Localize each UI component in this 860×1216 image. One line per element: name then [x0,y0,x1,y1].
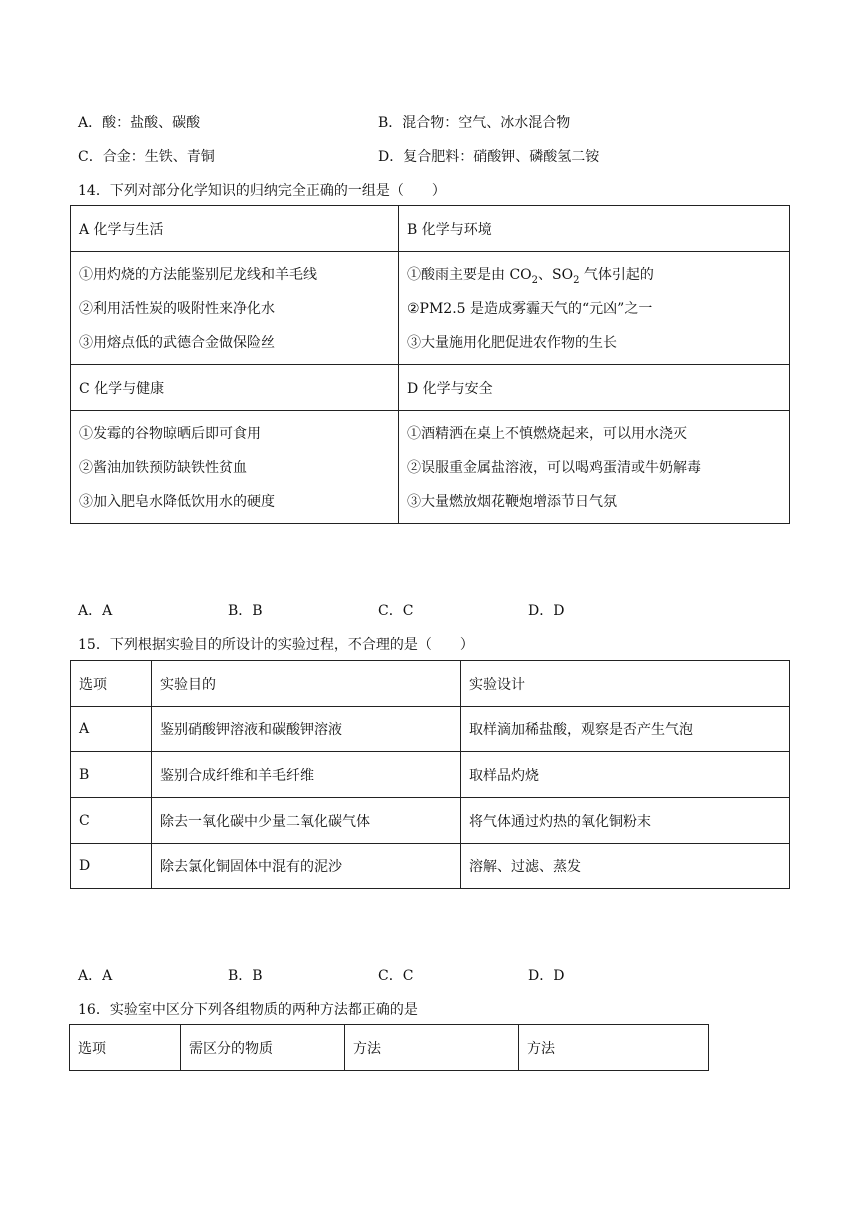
q14-b-item-3: ③大量施用化肥促进农作物的生长 [407,335,617,351]
q15-option-a: A．A [78,968,113,984]
q14-cell-d-head: D 化学与安全 [399,365,790,411]
q15-option-c: C．C [378,968,414,984]
table-row [71,707,790,752]
q14-cell-a-head: A 化学与生活 [71,206,399,252]
q14-c-item-2: ②酱油加铁预防缺铁性贫血 [79,460,247,476]
table-row [71,844,790,889]
q14-d-item-2: ②误服重金属盐溶液，可以喝鸡蛋清或牛奶解毒 [407,460,701,476]
q15-row-d-option: D [71,844,152,889]
q16-table [69,1024,709,1071]
q15-header-design: 实验设计 [461,661,790,707]
q15-row-b-option: B [71,752,152,798]
q14-table [70,205,790,524]
q15-stem: 15．下列根据实验目的所设计的实验过程，不合理的是（ ） [78,637,474,653]
q15-row-a-purpose: 鉴别硝酸钾溶液和碳酸钾溶液 [152,707,461,752]
q14-d-item-3: ③大量燃放烟花鞭炮增添节日气氛 [407,494,617,510]
q16-header-option: 选项 [70,1025,181,1071]
q15-row-c-option: C [71,798,152,844]
q14-cell-a-items [71,252,399,365]
q13-option-c: C．合金：生铁、青铜 [78,149,215,165]
q14-option-c: C．C [378,603,414,619]
q15-option-b: B．B [228,968,263,984]
q14-c-item-1: ①发霉的谷物晾晒后即可食用 [79,426,261,442]
q16-header-method-2: 方法 [519,1025,709,1071]
q15-row-c-purpose: 除去一氧化碳中少量二氧化碳气体 [152,798,461,844]
q16-header-method-1: 方法 [345,1025,519,1071]
q15-row-d-purpose: 除去氯化铜固体中混有的泥沙 [152,844,461,889]
q15-row-a-design: 取样滴加稀盐酸，观察是否产生气泡 [461,707,790,752]
q13-option-a: A．酸：盐酸、碳酸 [78,115,201,131]
q15-header-option: 选项 [71,661,152,707]
q14-cell-c-items [71,411,399,524]
q14-option-b: B．B [228,603,263,619]
q16-stem: 16．实验室中区分下列各组物质的两种方法都正确的是 [78,1002,418,1018]
q15-row-d-design: 溶解、过滤、蒸发 [461,844,790,889]
q13-option-b: B．混合物：空气、冰水混合物 [378,115,571,131]
table-row [71,752,790,798]
q15-option-d: D．D [528,968,565,984]
q14-b-item-2: ②PM2.5 是造成雾霾天气的“元凶”之一 [407,301,653,317]
q14-a-item-3: ③用熔点低的武德合金做保险丝 [79,335,275,351]
table-row [71,798,790,844]
q14-option-d: D．D [528,603,565,619]
q14-c-item-3: ③加入肥皂水降低饮用水的硬度 [79,494,275,510]
q15-row-b-design: 取样品灼烧 [461,752,790,798]
q15-table [70,660,790,889]
q14-cell-b-items [399,252,790,365]
q14-d-item-1: ①酒精洒在桌上不慎燃烧起来，可以用水浇灭 [407,426,687,442]
q15-row-a-option: A [71,707,152,752]
q16-header-substances: 需区分的物质 [181,1025,345,1071]
q14-stem: 14．下列对部分化学知识的归纳完全正确的一组是（ ） [78,183,446,199]
q14-option-a: A．A [78,603,113,619]
q13-option-d: D．复合肥料：硝酸钾、磷酸氢二铵 [378,149,600,165]
q15-row-b-purpose: 鉴别合成纤维和羊毛纤维 [152,752,461,798]
q14-b-item-1: ①酸雨主要是由 $CO_2$、$SO_2$ 气体引起的 [407,267,654,286]
q15-row-c-design: 将气体通过灼热的氧化铜粉末 [461,798,790,844]
q14-cell-b-head: B 化学与环境 [399,206,790,252]
q14-a-item-2: ②利用活性炭的吸附性来净化水 [79,301,275,317]
q14-a-item-1: ①用灼烧的方法能鉴别尼龙线和羊毛线 [79,267,317,283]
q14-cell-c-head: C 化学与健康 [71,365,399,411]
q15-header-purpose: 实验目的 [152,661,461,707]
q14-cell-d-items [399,411,790,524]
